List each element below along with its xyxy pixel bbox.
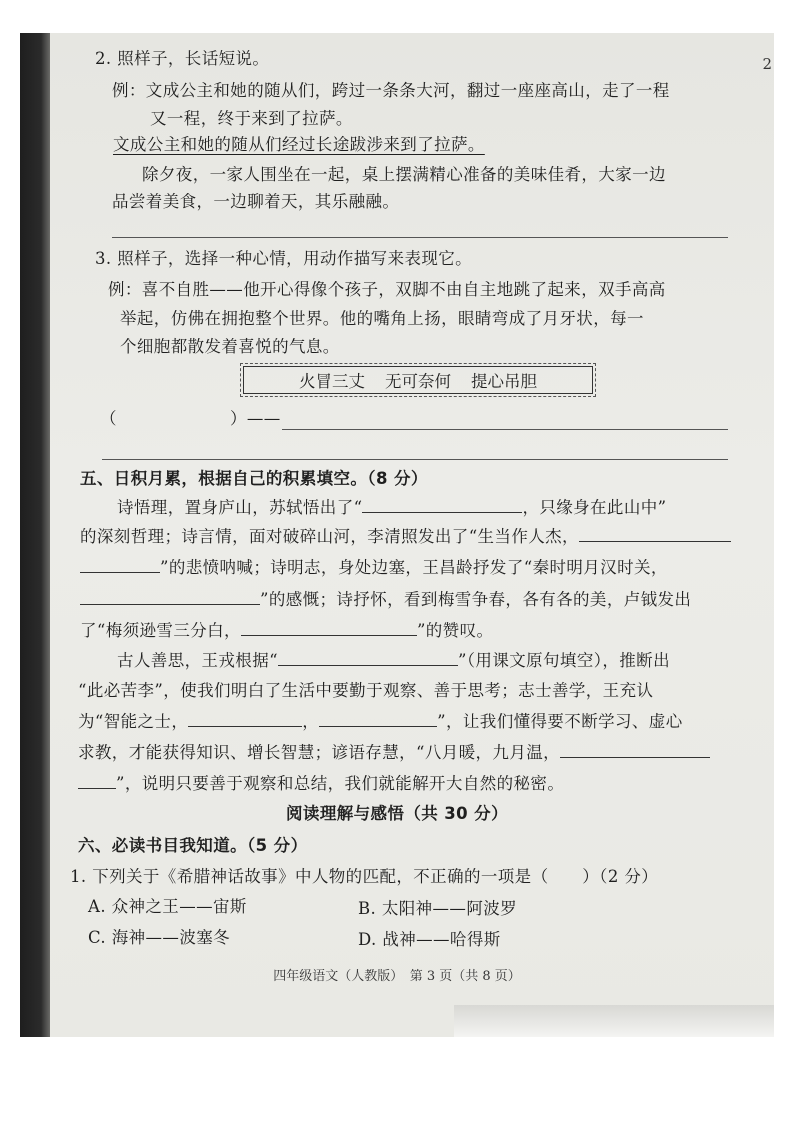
page-shadow-edge (20, 33, 50, 1037)
blank-9[interactable] (560, 741, 710, 758)
sec5-p2-line5: ”，说明只要善于观察和总结，我们就能解开大自然的秘密。 (78, 770, 564, 794)
blank-2[interactable] (579, 525, 731, 542)
option-b[interactable]: B. 太阳神——阿波罗 (358, 899, 518, 918)
reading-heading: 阅读理解与感悟（共 30 分） (286, 804, 508, 823)
sec5-p2-line1: 古人善思，王戎根据“ ”（用课文原句填空），推断出 (117, 651, 670, 670)
sec5-p2-line4: 求教，才能获得知识、增长智慧；谚语存慧，“八月暖，九月温， (78, 739, 710, 763)
q2-handwritten-answer: 文成公主和她的随从们经过长途跋涉来到了拉萨。 (113, 135, 485, 154)
q2-example-line1: 例：文成公主和她的随从们，跨过一条条大河，翻过一座座高山，走了一程 (112, 81, 670, 100)
blank-10[interactable] (78, 772, 116, 789)
blank-6[interactable] (278, 649, 458, 666)
q3-paren-close: ）—— (230, 409, 281, 428)
option-d[interactable]: D. 战神——哈得斯 (358, 930, 501, 949)
q2-title: 2. 照样子，长话短说。 (95, 49, 270, 68)
option-a[interactable]: A. 众神之王——宙斯 (88, 897, 247, 916)
mood-option-1: 火冒三丈 (299, 372, 365, 391)
q2-answer-line (112, 237, 728, 238)
section5-title: 五、日积月累，根据自己的积累填空。（8 分） (80, 469, 428, 488)
sec5-p1-line3: ”的悲愤呐喊；诗明志，身处边塞，王昌龄抒发了“秦时明月汉时关， (80, 554, 668, 578)
sec5-p2-line2: “此必苦李”，使我们明白了生活中要勤于观察、善于思考；志士善学，王充认 (78, 681, 654, 700)
sec5-p1-line5: 了“梅须逊雪三分白， ”的赞叹。 (80, 621, 494, 640)
blank-5[interactable] (241, 619, 417, 636)
q3-example-line2: 举起，仿佛在拥抱整个世界。他的嘴角上扬，眼睛弯成了月牙状，每一 (120, 309, 644, 328)
page-footer: 四年级语文（人教版） 第 3 页（共 8 页） (273, 969, 521, 984)
reading-q1: 1. 下列关于《希腊神话故事》中人物的匹配，不正确的一项是（ ）（2 分） (70, 867, 659, 886)
sec5-p2-line3: 为“智能之士， ， ”，让我们懂得要不断学习、虚心 (78, 712, 683, 731)
sec5-p1-line2: 的深刻哲理；诗言情，面对破碎山河，李清照发出了“生当作人杰， (80, 523, 731, 547)
blank-4[interactable] (80, 588, 260, 605)
page-number: 2 (762, 55, 772, 73)
section6-title: 六、必读书目我知道。（5 分） (78, 836, 308, 855)
sec5-p1-line1: 诗悟理，置身庐山，苏轼悟出了“ ，只缘身在此山中” (117, 498, 667, 517)
mood-option-2: 无可奈何 (385, 372, 451, 391)
blank-3[interactable] (80, 556, 160, 573)
q3-answer-line-2 (102, 459, 728, 460)
q2-example-line2: 又一程，终于来到了拉萨。 (150, 109, 353, 128)
blank-1[interactable] (362, 496, 522, 513)
q3-example-line1: 例：喜不自胜——他开心得像个孩子，双脚不由自主地跳了起来，双手高高 (108, 280, 666, 299)
q3-paren-open: （ (100, 409, 117, 428)
mood-option-3: 提心吊胆 (471, 372, 537, 391)
q2-task-line2: 品尝着美食，一边聊着天，其乐融融。 (112, 192, 400, 211)
worksheet-photo (20, 33, 774, 1037)
sec5-p1-line4: ”的感慨；诗抒怀，看到梅雪争春，各有各的美，卢钺发出 (80, 586, 691, 610)
q3-answer-line-1 (282, 429, 728, 430)
next-page-corner (454, 1005, 774, 1037)
q3-example-line3: 个细胞都散发着喜悦的气息。 (120, 337, 340, 356)
blank-7[interactable] (188, 710, 302, 727)
mood-word-box (243, 366, 593, 394)
q3-title: 3. 照样子，选择一种心情，用动作描写来表现它。 (95, 249, 473, 268)
blank-8[interactable] (319, 710, 437, 727)
option-c[interactable]: C. 海神——波塞冬 (88, 928, 231, 947)
q2-task-line1: 除夕夜，一家人围坐在一起，桌上摆满精心准备的美味佳肴，大家一边 (142, 165, 666, 184)
